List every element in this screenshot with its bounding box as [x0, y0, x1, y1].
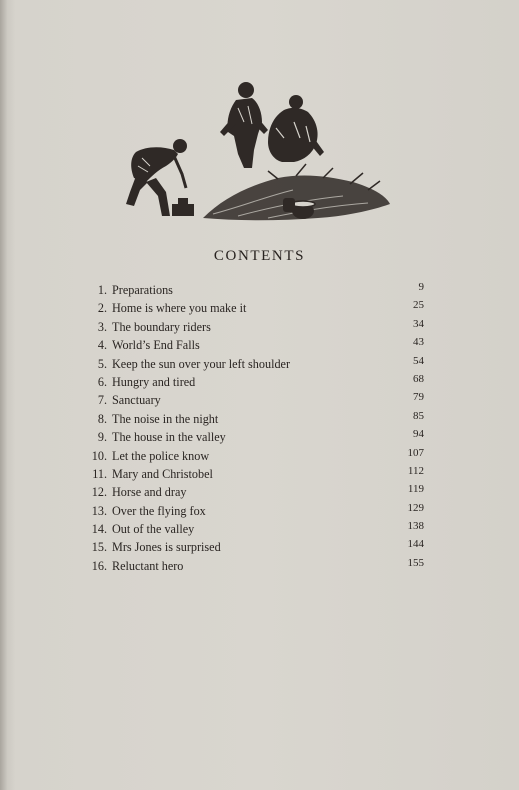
chapter-number: 9. [97, 430, 107, 445]
chapter-title: The house in the valley [112, 430, 226, 445]
chapter-title: Horse and dray [112, 485, 187, 500]
chapter-number: 5. [97, 356, 107, 371]
page-number: 79 [413, 391, 424, 404]
toc-entry [82, 299, 432, 317]
page-number: 112 [407, 464, 424, 477]
chapter-title: Hungry and tired [112, 374, 196, 389]
toc-entry [82, 538, 432, 556]
chapter-title: Keep the sun over your left shoulder [112, 356, 291, 371]
page-number: 144 [407, 538, 424, 551]
toc-entry [82, 373, 432, 391]
page-number: 94 [413, 428, 424, 441]
chapter-title: The noise in the night [112, 411, 219, 426]
chapter-title: Home is where you make it [112, 301, 247, 316]
toc-entry [82, 355, 432, 373]
contents-heading: CONTENTS [213, 248, 306, 264]
chapter-title: Preparations [112, 283, 173, 297]
toc-entry [82, 520, 432, 538]
chapter-title: Over the flying fox [112, 503, 206, 518]
page-number: 138 [407, 520, 424, 533]
chapter-number: 14. [91, 522, 107, 537]
chapter-number: 11. [92, 466, 107, 481]
page-number: 107 [407, 446, 424, 459]
toc-entry [82, 391, 432, 409]
page-number: 68 [413, 372, 424, 385]
page-number: 9 [418, 281, 424, 293]
chapter-title: Sanctuary [112, 393, 161, 408]
toc-entry [82, 483, 432, 501]
page-number: 155 [407, 556, 424, 569]
chapter-title: Out of the valley [112, 522, 195, 537]
chapter-number: 2. [97, 301, 107, 316]
chapter-title: Reluctant hero [112, 558, 184, 573]
chapter-title: Let the police know [112, 448, 210, 463]
toc-entry [82, 447, 432, 465]
toc-entry [82, 410, 432, 428]
chapter-number: 10. [91, 448, 107, 463]
chapter-title: The boundary riders [112, 319, 211, 334]
chapter-number: 15. [91, 540, 107, 555]
chapter-number: 6. [97, 374, 107, 389]
toc-entry [82, 465, 432, 483]
toc-entry [82, 336, 432, 354]
toc-entry [82, 502, 432, 520]
table-of-contents [82, 281, 432, 575]
page-number: 43 [413, 336, 424, 349]
chapter-number: 13. [91, 503, 107, 518]
chapter-number: 4. [97, 338, 107, 353]
page-number: 129 [407, 501, 424, 514]
page-number: 85 [413, 409, 424, 422]
chapter-number: 8. [97, 411, 107, 426]
page-number: 34 [413, 317, 424, 330]
chapter-number: 3. [97, 319, 107, 334]
chapter-number: 7. [97, 393, 107, 408]
page-edge [0, 0, 8, 790]
camp-scene-illustration [118, 78, 396, 230]
chapter-title: Mrs Jones is surprised [112, 540, 221, 555]
chapter-number: 12. [91, 485, 107, 500]
chapter-title: World’s End Falls [112, 338, 200, 353]
page-number: 54 [413, 354, 424, 367]
chapter-title: Mary and Christobel [112, 466, 213, 481]
toc-entry [82, 318, 432, 336]
toc-entry [82, 428, 432, 446]
chapter-number: 1. [97, 283, 107, 297]
page-number: 119 [407, 483, 424, 496]
page-number: 25 [413, 299, 424, 312]
chapter-number: 16. [91, 558, 107, 573]
toc-entry [82, 557, 432, 575]
toc-entry [82, 281, 432, 299]
